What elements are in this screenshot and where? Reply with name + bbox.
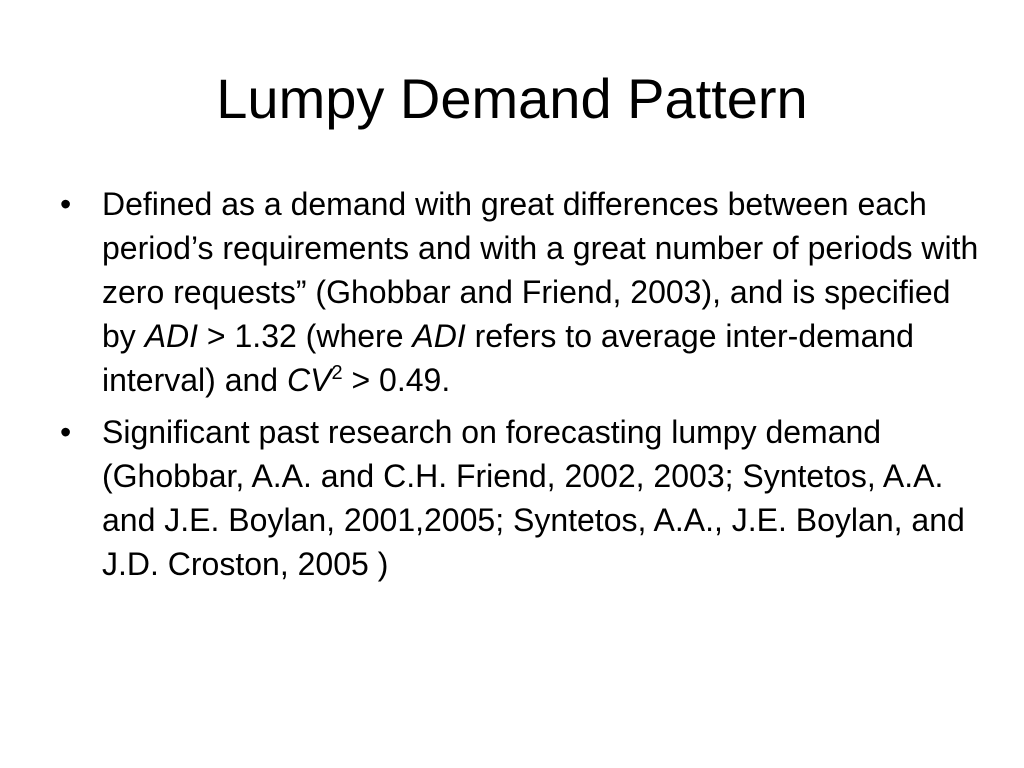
- bullet-list: [60, 182, 980, 594]
- adi-term: ADI: [144, 318, 199, 354]
- bullet-icon: •: [60, 414, 72, 450]
- cv-term: CV: [286, 362, 332, 398]
- bullet-item-definition: [60, 182, 980, 402]
- bullet-icon: •: [60, 186, 72, 222]
- adi-term: ADI: [412, 318, 466, 354]
- bullet-text: Significant past research on forecasting lumpy demand (Ghobbar, A.A. and C.H. Friend, 2002, 2003; Syntetos, A.A. and J.E. Boylan, 2001,2005; Syntetos, A.A., J.E. Boylan, and J.D. Croston, 2005 ): [102, 414, 965, 582]
- bullet-text: Defined as a demand with great differences between each period’s requirements and with a great number of periods with zero requests” (Ghobbar and Friend, 2003), and is specified by: [102, 186, 979, 354]
- bullet-item-research: [60, 410, 980, 586]
- cv-superscript: 2: [331, 362, 343, 384]
- slide-title: Lumpy Demand Pattern: [216, 67, 808, 130]
- bullet-text: > 1.32 (where: [198, 318, 413, 354]
- bullet-text: > 0.49.: [342, 362, 451, 398]
- bullet-text: refers to average inter-demand interval) and: [102, 318, 914, 398]
